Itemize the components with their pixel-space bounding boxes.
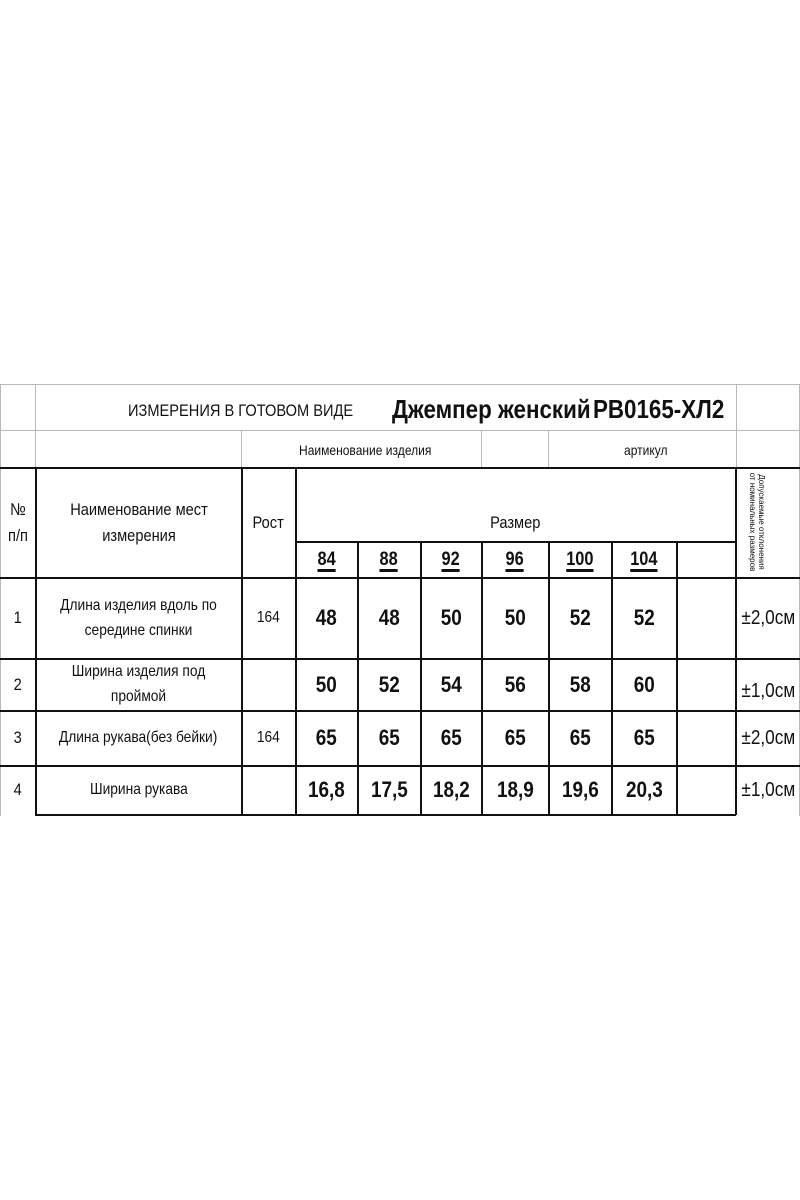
row-4-value: 17,5 [370,777,408,803]
row-2-tolerance: ±1,0см [741,679,796,702]
row-1-value: 48 [378,605,400,631]
grid-line [35,384,36,468]
row-2-value: 60 [633,671,655,697]
row-3-value: 65 [378,725,400,751]
row-2-number: 2 [13,674,22,694]
table-border [0,577,800,579]
row-4-value: 16,8 [308,777,345,803]
column-header-height: Рост [252,512,285,532]
table-border [0,658,800,660]
row-2-value: 54 [440,671,462,697]
column-header-tolerance: Допускаемые отклонения от номинальных размеров [748,472,767,572]
row-4-number: 4 [13,780,22,800]
row-4-value: 20,3 [625,777,663,803]
row-4-value: 18,9 [496,777,534,803]
grid-line [481,430,482,468]
row-1-value: 52 [569,605,591,631]
row-1-value: 48 [315,605,338,631]
column-header-number: № п/п [7,499,28,545]
table-border [735,467,737,815]
row-4-value: 18,2 [432,777,470,803]
size-104: 104 [630,549,658,571]
row-1-name: Длина изделия вдоль по середине спинки [60,596,217,639]
row-2-value: 52 [378,671,400,697]
table-border [357,541,359,815]
row-2-name: Ширина изделия под проймой [71,663,206,705]
size-96: 96 [505,549,525,571]
size-84: 84 [317,549,336,571]
row-3-tolerance: ±2,0см [741,727,796,749]
size-88: 88 [379,549,399,571]
row-1-tolerance: ±2,0см [741,607,796,629]
row-1-value: 50 [440,605,462,631]
column-header-size: Размер [490,512,541,532]
row-3-height: 164 [257,729,280,747]
row-4-value: 19,6 [561,777,599,803]
product-name-caption: Наименование изделия [299,442,432,458]
row-3-value: 65 [504,725,526,751]
grid-line [0,384,800,385]
row-1-number: 1 [13,608,22,628]
row-2-value: 58 [569,671,591,697]
article-caption: артикул [624,442,668,458]
row-4-name: Ширина рукава [89,781,188,799]
row-3-name: Длина рукава(без бейки) [59,729,218,747]
table-border [35,814,736,816]
measurements-title: ИЗМЕРЕНИЯ В ГОТОВОМ ВИДЕ [128,401,354,420]
row-3-value: 65 [633,725,655,751]
size-92: 92 [441,549,461,571]
column-header-place: Наименование мест измерения [69,499,208,545]
product-name: Джемпер женский [392,394,591,424]
row-4-tolerance: ±1,0см [741,779,796,801]
table-border [676,541,678,815]
grid-line [0,430,800,431]
row-1-height: 164 [257,609,280,627]
table-border [481,541,483,815]
grid-line [241,430,242,468]
row-3-value: 65 [315,725,338,751]
table-border [611,541,613,815]
table-border [420,541,422,815]
article-code: PB0165-ХЛ2 [593,394,725,424]
grid-line [0,384,1,816]
table-border [0,710,800,712]
table-border [548,541,550,815]
row-1-value: 52 [633,605,655,631]
row-2-value: 56 [504,671,526,697]
size-100: 100 [566,549,594,571]
row-2-value: 50 [315,671,338,697]
grid-line [548,430,549,468]
row-3-value: 65 [569,725,591,751]
row-3-value: 65 [440,725,462,751]
table-border [0,765,800,767]
row-3-number: 3 [13,728,22,748]
grid-line [736,384,737,468]
measurement-table [0,384,800,816]
row-1-value: 50 [504,605,526,631]
